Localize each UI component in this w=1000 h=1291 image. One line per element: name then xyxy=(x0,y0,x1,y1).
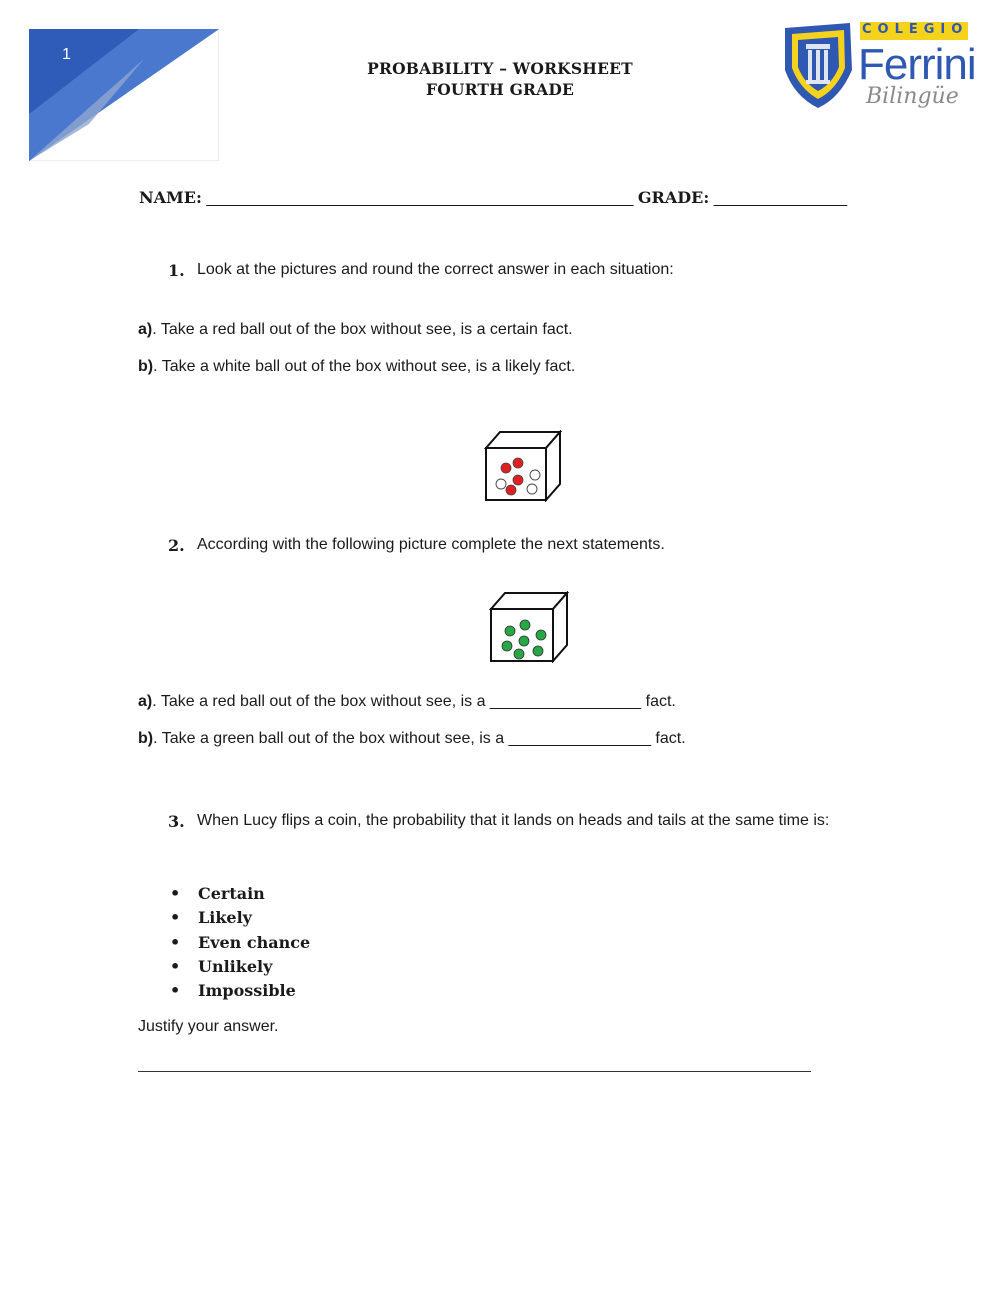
option-impossible[interactable]: • Impossible xyxy=(170,981,310,1005)
question-1a xyxy=(138,321,573,339)
question-1-text: Look at the pictures and round the correct answer in each situation: xyxy=(197,261,674,278)
justify-answer-line[interactable] xyxy=(138,1071,811,1072)
item-letter: a) xyxy=(138,693,153,710)
justify-label: Justify your answer. xyxy=(138,1018,279,1035)
question-1b xyxy=(138,358,575,376)
green-ball xyxy=(536,630,546,640)
green-ball xyxy=(520,620,530,630)
logo-name-text: Ferrini xyxy=(858,40,976,89)
question-3-text: When Lucy flips a coin, the probability that it lands on heads and tails at the same time is: xyxy=(197,812,830,829)
red-ball xyxy=(506,485,516,495)
name-label: NAME: xyxy=(139,188,202,207)
green-ball xyxy=(533,646,543,656)
grade-blank[interactable]: _______________ xyxy=(713,190,848,207)
ball-box-red-white xyxy=(484,430,562,502)
name-blank[interactable]: ________________________________________________ xyxy=(206,190,634,207)
option-likely[interactable]: • Likely xyxy=(170,908,310,932)
question-3-number: 3. xyxy=(168,812,185,831)
logo-tagline-text: Bilingüe xyxy=(866,84,959,109)
white-ball xyxy=(496,479,506,489)
student-info-line xyxy=(139,188,847,208)
item-text[interactable]: . Take a green ball out of the box without see, is a ________________ fact. xyxy=(153,730,686,747)
grade-label: GRADE: xyxy=(637,188,710,207)
item-letter: b) xyxy=(138,730,154,747)
question-2-text: According with the following picture complete the next statements. xyxy=(197,536,665,553)
white-ball xyxy=(530,470,540,480)
option-certain[interactable]: • Certain xyxy=(170,884,310,908)
green-ball xyxy=(505,626,515,636)
question-2-number: 2. xyxy=(168,536,185,555)
question-2b xyxy=(138,730,686,748)
question-2a xyxy=(138,693,676,711)
page-number: 1 xyxy=(62,46,71,63)
question-1-number: 1. xyxy=(168,261,185,280)
item-letter: b) xyxy=(138,358,154,375)
white-ball xyxy=(527,484,537,494)
green-ball xyxy=(502,641,512,651)
school-logo xyxy=(780,20,976,120)
worksheet-title: PROBABILITY – WORKSHEET xyxy=(367,59,633,78)
ball-box-green xyxy=(489,591,569,663)
green-ball xyxy=(519,636,529,646)
item-text: . Take a red ball out of the box without see, is a certain fact. xyxy=(152,321,573,338)
red-ball xyxy=(513,475,523,485)
logo-colegio-text: COLEGIO xyxy=(862,22,969,37)
red-ball xyxy=(513,458,523,468)
item-text[interactable]: . Take a red ball out of the box without see, is a _________________ fact. xyxy=(152,693,676,710)
worksheet-subtitle: FOURTH GRADE xyxy=(425,80,574,99)
item-letter: a) xyxy=(138,321,153,338)
answer-options-list xyxy=(170,884,310,1005)
green-ball xyxy=(514,649,524,659)
red-ball xyxy=(501,463,511,473)
item-text: . Take a white ball out of the box without see, is a likely fact. xyxy=(153,358,576,375)
option-unlikely[interactable]: • Unlikely xyxy=(170,957,310,981)
option-even-chance[interactable]: • Even chance xyxy=(170,933,310,957)
